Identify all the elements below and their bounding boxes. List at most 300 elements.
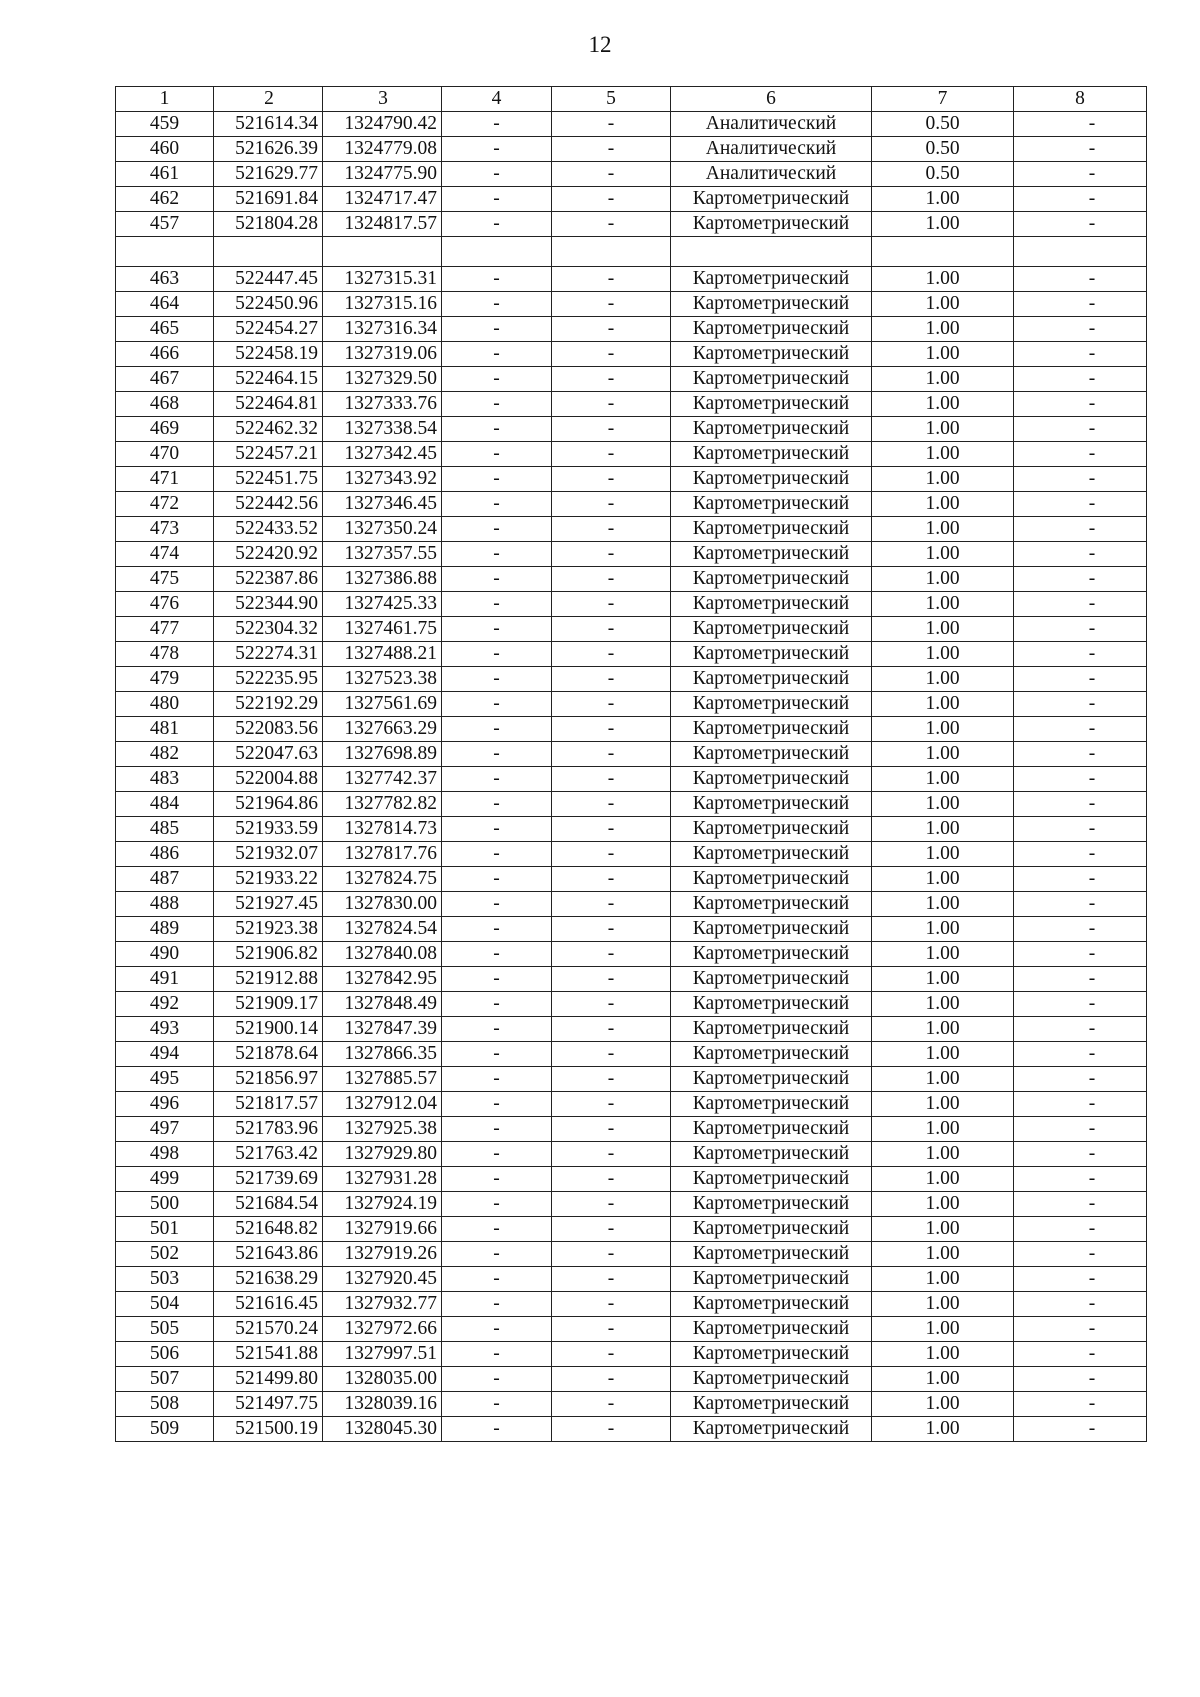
table-cell: 521933.22 xyxy=(214,867,323,892)
table-cell: 1.00 xyxy=(872,942,1014,967)
table-cell: - xyxy=(1014,967,1147,992)
table-cell: - xyxy=(1014,567,1147,592)
table-cell: - xyxy=(552,1417,671,1442)
table-cell: - xyxy=(552,867,671,892)
table-cell: 1.00 xyxy=(872,442,1014,467)
table-cell: 479 xyxy=(116,667,214,692)
table-cell: 472 xyxy=(116,492,214,517)
table-cell: Картометрический xyxy=(671,617,872,642)
table-cell: 521906.82 xyxy=(214,942,323,967)
table-cell: - xyxy=(1014,492,1147,517)
table-cell: 485 xyxy=(116,817,214,842)
table-cell: - xyxy=(442,1092,552,1117)
table-cell: - xyxy=(552,442,671,467)
table-row xyxy=(116,1167,1147,1192)
table-cell: 484 xyxy=(116,792,214,817)
table-cell: Картометрический xyxy=(671,1417,872,1442)
table-cell: - xyxy=(442,1267,552,1292)
table-cell: - xyxy=(552,767,671,792)
table-cell: 1327848.49 xyxy=(323,992,442,1017)
table-cell: Картометрический xyxy=(671,492,872,517)
table-cell: Картометрический xyxy=(671,842,872,867)
table-cell: 1.00 xyxy=(872,1092,1014,1117)
table-cell: - xyxy=(1014,817,1147,842)
table-row xyxy=(116,112,1147,137)
table-row xyxy=(116,567,1147,592)
table-cell: 1.00 xyxy=(872,717,1014,742)
table-cell: 1.00 xyxy=(872,1367,1014,1392)
table-cell: 1327343.92 xyxy=(323,467,442,492)
table-cell: 493 xyxy=(116,1017,214,1042)
table-cell: 1.00 xyxy=(872,212,1014,237)
table-cell: 1328039.16 xyxy=(323,1392,442,1417)
table-row xyxy=(116,392,1147,417)
table-cell: - xyxy=(442,942,552,967)
table-cell: - xyxy=(552,1217,671,1242)
table-row xyxy=(116,1142,1147,1167)
table-row xyxy=(116,542,1147,567)
table-cell: - xyxy=(442,1317,552,1342)
table-header-row xyxy=(116,87,1147,112)
table-cell: 1327350.24 xyxy=(323,517,442,542)
table-cell: - xyxy=(1014,1142,1147,1167)
table-cell: - xyxy=(442,517,552,542)
table-cell: 1327824.75 xyxy=(323,867,442,892)
table-row xyxy=(116,1342,1147,1367)
table-cell: - xyxy=(442,1142,552,1167)
table-cell: - xyxy=(442,542,552,567)
table-cell: - xyxy=(552,212,671,237)
table-cell: - xyxy=(552,1317,671,1342)
table-cell: - xyxy=(552,592,671,617)
table-cell: 490 xyxy=(116,942,214,967)
table-cell: Картометрический xyxy=(671,817,872,842)
table-body xyxy=(116,87,1147,1442)
table-cell: Картометрический xyxy=(671,542,872,567)
table-cell: 460 xyxy=(116,137,214,162)
table-cell: 1327997.51 xyxy=(323,1342,442,1367)
table-cell: 1.00 xyxy=(872,392,1014,417)
table-cell: 1.00 xyxy=(872,1192,1014,1217)
table-cell: - xyxy=(552,292,671,317)
table-cell: Картометрический xyxy=(671,642,872,667)
table-row xyxy=(116,1092,1147,1117)
table-cell: - xyxy=(552,667,671,692)
table-cell: Картометрический xyxy=(671,1292,872,1317)
table-cell: - xyxy=(552,162,671,187)
table-cell: 495 xyxy=(116,1067,214,1092)
table-cell: 469 xyxy=(116,417,214,442)
table-cell: 468 xyxy=(116,392,214,417)
table-cell: 1.00 xyxy=(872,967,1014,992)
table-row xyxy=(116,992,1147,1017)
table-cell: - xyxy=(1014,137,1147,162)
table-cell: Картометрический xyxy=(671,442,872,467)
table-cell: - xyxy=(552,617,671,642)
table-cell: 1.00 xyxy=(872,992,1014,1017)
table-row xyxy=(116,742,1147,767)
table-cell: 1327742.37 xyxy=(323,767,442,792)
table-row xyxy=(116,817,1147,842)
table-cell: 522451.75 xyxy=(214,467,323,492)
table-cell: 1327523.38 xyxy=(323,667,442,692)
table-cell: 500 xyxy=(116,1192,214,1217)
header-cell: 6 xyxy=(671,87,872,112)
table-row xyxy=(116,1292,1147,1317)
table-cell: - xyxy=(552,467,671,492)
table-cell: - xyxy=(442,162,552,187)
table-cell: 1.00 xyxy=(872,1042,1014,1067)
table-cell: - xyxy=(1014,1392,1147,1417)
table-cell: - xyxy=(442,292,552,317)
table-cell xyxy=(214,237,323,267)
table-cell: 1.00 xyxy=(872,467,1014,492)
table-cell: - xyxy=(552,1342,671,1367)
table-cell: 1.00 xyxy=(872,1142,1014,1167)
table-cell: Картометрический xyxy=(671,1042,872,1067)
table-cell: - xyxy=(442,1192,552,1217)
table-cell: 1327333.76 xyxy=(323,392,442,417)
table-cell: 1.00 xyxy=(872,187,1014,212)
table-cell: 1327919.26 xyxy=(323,1242,442,1267)
table-cell: - xyxy=(442,1367,552,1392)
table-cell: 1327386.88 xyxy=(323,567,442,592)
table-row xyxy=(116,667,1147,692)
table-cell: 522447.45 xyxy=(214,267,323,292)
table-cell: 475 xyxy=(116,567,214,592)
table-cell: 521614.34 xyxy=(214,112,323,137)
table-cell: Картометрический xyxy=(671,292,872,317)
table-cell: - xyxy=(1014,1042,1147,1067)
table-cell: - xyxy=(552,1067,671,1092)
table-cell: 488 xyxy=(116,892,214,917)
table-row xyxy=(116,842,1147,867)
table-cell: - xyxy=(442,742,552,767)
table-cell: - xyxy=(442,917,552,942)
table-cell: - xyxy=(1014,112,1147,137)
table-cell: 1.00 xyxy=(872,642,1014,667)
table-cell: - xyxy=(552,112,671,137)
table-row xyxy=(116,942,1147,967)
table-cell: 522387.86 xyxy=(214,567,323,592)
table-cell: 521817.57 xyxy=(214,1092,323,1117)
table-cell: 1.00 xyxy=(872,867,1014,892)
table-cell xyxy=(116,237,214,267)
table-cell: 1328035.00 xyxy=(323,1367,442,1392)
table-gap-row xyxy=(116,237,1147,267)
table-cell: - xyxy=(442,867,552,892)
table-cell: Картометрический xyxy=(671,1167,872,1192)
table-cell: 1324717.47 xyxy=(323,187,442,212)
table-row xyxy=(116,1267,1147,1292)
table-cell: 506 xyxy=(116,1342,214,1367)
table-cell: - xyxy=(552,717,671,742)
table-cell: 1327425.33 xyxy=(323,592,442,617)
table-cell: 1.00 xyxy=(872,342,1014,367)
table-cell: 1327817.76 xyxy=(323,842,442,867)
table-cell: - xyxy=(552,842,671,867)
table-cell xyxy=(1014,237,1147,267)
table-cell: - xyxy=(442,667,552,692)
table-cell: Картометрический xyxy=(671,917,872,942)
table-row xyxy=(116,517,1147,542)
table-cell: - xyxy=(552,1242,671,1267)
table-cell: 473 xyxy=(116,517,214,542)
table-cell: Картометрический xyxy=(671,1142,872,1167)
table-cell: - xyxy=(1014,717,1147,742)
table-row xyxy=(116,367,1147,392)
table-cell: - xyxy=(442,567,552,592)
table-row xyxy=(116,1192,1147,1217)
table-cell: Картометрический xyxy=(671,892,872,917)
table-cell: - xyxy=(552,1017,671,1042)
table-cell: - xyxy=(442,1117,552,1142)
table-cell: 522083.56 xyxy=(214,717,323,742)
table-cell: - xyxy=(552,1367,671,1392)
table-cell: 521856.97 xyxy=(214,1067,323,1092)
table-cell: 522454.27 xyxy=(214,317,323,342)
table-cell: 1327782.82 xyxy=(323,792,442,817)
table-cell: 521804.28 xyxy=(214,212,323,237)
table-cell: 1.00 xyxy=(872,542,1014,567)
table-row xyxy=(116,892,1147,917)
table-cell: 1324817.57 xyxy=(323,212,442,237)
table-cell: - xyxy=(1014,1367,1147,1392)
table-row xyxy=(116,212,1147,237)
table-cell: Картометрический xyxy=(671,517,872,542)
table-row xyxy=(116,1367,1147,1392)
table-cell: 1327931.28 xyxy=(323,1167,442,1192)
page-number: 12 xyxy=(588,32,612,57)
table-cell: - xyxy=(552,1042,671,1067)
table-cell: - xyxy=(1014,542,1147,567)
table-cell xyxy=(323,237,442,267)
table-cell: 521909.17 xyxy=(214,992,323,1017)
table-cell: - xyxy=(1014,1067,1147,1092)
table-cell: Картометрический xyxy=(671,992,872,1017)
table-cell: - xyxy=(442,212,552,237)
table-cell: - xyxy=(552,567,671,592)
table-cell: 521912.88 xyxy=(214,967,323,992)
table-cell: 1.00 xyxy=(872,567,1014,592)
table-cell: 522304.32 xyxy=(214,617,323,642)
table-cell: 461 xyxy=(116,162,214,187)
table-cell: 482 xyxy=(116,742,214,767)
table-cell: - xyxy=(1014,592,1147,617)
table-cell: - xyxy=(1014,1117,1147,1142)
table-cell: Картометрический xyxy=(671,1192,872,1217)
table-cell: Картометрический xyxy=(671,567,872,592)
table-cell: 1327924.19 xyxy=(323,1192,442,1217)
table-cell: - xyxy=(442,367,552,392)
table-cell: - xyxy=(552,367,671,392)
table-cell: - xyxy=(552,1392,671,1417)
table-cell xyxy=(671,237,872,267)
table-cell: 521964.86 xyxy=(214,792,323,817)
table-cell: 1.00 xyxy=(872,1217,1014,1242)
table-cell: - xyxy=(552,967,671,992)
table-cell: 521763.42 xyxy=(214,1142,323,1167)
table-cell: Картометрический xyxy=(671,367,872,392)
table-cell: - xyxy=(1014,162,1147,187)
table-cell: - xyxy=(1014,517,1147,542)
table-cell: - xyxy=(552,917,671,942)
table-cell: - xyxy=(552,267,671,292)
table-cell: Картометрический xyxy=(671,867,872,892)
table-cell: - xyxy=(552,1192,671,1217)
table-cell: Картометрический xyxy=(671,1092,872,1117)
table-cell: - xyxy=(1014,267,1147,292)
table-cell: - xyxy=(1014,1292,1147,1317)
table-cell: Картометрический xyxy=(671,1117,872,1142)
table-cell: 507 xyxy=(116,1367,214,1392)
table-cell: - xyxy=(552,742,671,767)
table-cell: - xyxy=(442,767,552,792)
table-row xyxy=(116,187,1147,212)
table-cell: - xyxy=(442,1042,552,1067)
table-row xyxy=(116,917,1147,942)
table-cell: - xyxy=(1014,1092,1147,1117)
table-cell: 0.50 xyxy=(872,137,1014,162)
table-cell: - xyxy=(1014,1017,1147,1042)
table-cell: - xyxy=(552,342,671,367)
table-cell: 1327919.66 xyxy=(323,1217,442,1242)
table-cell: - xyxy=(552,517,671,542)
table-row xyxy=(116,1017,1147,1042)
table-cell: 1.00 xyxy=(872,917,1014,942)
table-row xyxy=(116,492,1147,517)
table-cell: - xyxy=(442,1017,552,1042)
table-cell: - xyxy=(552,642,671,667)
header-cell: 8 xyxy=(1014,87,1147,112)
table-cell: - xyxy=(1014,792,1147,817)
table-cell: - xyxy=(552,137,671,162)
table-row xyxy=(116,1217,1147,1242)
table-cell: 1.00 xyxy=(872,842,1014,867)
table-cell: 487 xyxy=(116,867,214,892)
header-cell: 1 xyxy=(116,87,214,112)
table-cell: 0.50 xyxy=(872,162,1014,187)
table-cell: - xyxy=(442,1342,552,1367)
table-row xyxy=(116,292,1147,317)
table-cell: 464 xyxy=(116,292,214,317)
table-cell: 521497.75 xyxy=(214,1392,323,1417)
table-cell: 467 xyxy=(116,367,214,392)
table-cell: 503 xyxy=(116,1267,214,1292)
table-row xyxy=(116,642,1147,667)
table-cell: Картометрический xyxy=(671,1392,872,1417)
table-cell: Картометрический xyxy=(671,967,872,992)
table-cell: - xyxy=(1014,692,1147,717)
table-cell: Картометрический xyxy=(671,1017,872,1042)
table-cell: - xyxy=(1014,942,1147,967)
table-cell: 1327561.69 xyxy=(323,692,442,717)
table-cell: 1328045.30 xyxy=(323,1417,442,1442)
table-cell: 521629.77 xyxy=(214,162,323,187)
header-cell: 3 xyxy=(323,87,442,112)
header-cell: 4 xyxy=(442,87,552,112)
table-cell: - xyxy=(442,137,552,162)
table-cell: Картометрический xyxy=(671,692,872,717)
table-cell: 1327824.54 xyxy=(323,917,442,942)
table-cell: 1327338.54 xyxy=(323,417,442,442)
table-cell: - xyxy=(442,112,552,137)
table-cell: - xyxy=(1014,867,1147,892)
table-cell: 483 xyxy=(116,767,214,792)
table-cell: 1.00 xyxy=(872,1417,1014,1442)
table-cell: 522047.63 xyxy=(214,742,323,767)
table-cell: 499 xyxy=(116,1167,214,1192)
table-cell: 1327315.31 xyxy=(323,267,442,292)
table-cell: 1327830.00 xyxy=(323,892,442,917)
table-cell: 496 xyxy=(116,1092,214,1117)
table-cell: 1.00 xyxy=(872,1117,1014,1142)
table-cell: 522433.52 xyxy=(214,517,323,542)
table-cell: - xyxy=(442,467,552,492)
table-cell: - xyxy=(552,692,671,717)
table-row xyxy=(116,137,1147,162)
table-cell: 521691.84 xyxy=(214,187,323,212)
table-cell: 522442.56 xyxy=(214,492,323,517)
table-cell xyxy=(442,237,552,267)
table-cell: 522192.29 xyxy=(214,692,323,717)
table-cell: 478 xyxy=(116,642,214,667)
table-cell: - xyxy=(1014,617,1147,642)
table-cell: - xyxy=(1014,642,1147,667)
table-cell: 521932.07 xyxy=(214,842,323,867)
table-cell: - xyxy=(442,592,552,617)
table-cell: - xyxy=(1014,1242,1147,1267)
table-cell: Картометрический xyxy=(671,1217,872,1242)
table-cell: - xyxy=(552,542,671,567)
coordinates-table xyxy=(115,86,1147,1442)
table-cell: 1.00 xyxy=(872,817,1014,842)
table-cell: 1.00 xyxy=(872,1342,1014,1367)
table-row xyxy=(116,317,1147,342)
table-cell: 521638.29 xyxy=(214,1267,323,1292)
table-cell: 1.00 xyxy=(872,1017,1014,1042)
table-cell: Картометрический xyxy=(671,792,872,817)
table-row xyxy=(116,717,1147,742)
table-cell: 1327488.21 xyxy=(323,642,442,667)
table-cell: 521626.39 xyxy=(214,137,323,162)
table-cell: - xyxy=(442,317,552,342)
table-cell: 1327357.55 xyxy=(323,542,442,567)
table-cell: 521570.24 xyxy=(214,1317,323,1342)
table-cell: 1.00 xyxy=(872,1167,1014,1192)
table-cell: 462 xyxy=(116,187,214,212)
table-cell: 497 xyxy=(116,1117,214,1142)
table-cell: - xyxy=(1014,187,1147,212)
table-cell: 1327316.34 xyxy=(323,317,442,342)
table-row xyxy=(116,617,1147,642)
table-cell: 522344.90 xyxy=(214,592,323,617)
table-cell: - xyxy=(552,992,671,1017)
table-cell: Картометрический xyxy=(671,942,872,967)
table-row xyxy=(116,867,1147,892)
table-cell: 521923.38 xyxy=(214,917,323,942)
table-cell: 501 xyxy=(116,1217,214,1242)
table-cell: Картометрический xyxy=(671,717,872,742)
table-cell: - xyxy=(1014,767,1147,792)
table-cell: - xyxy=(442,392,552,417)
table-row xyxy=(116,592,1147,617)
table-cell: - xyxy=(442,992,552,1017)
table-cell: 522274.31 xyxy=(214,642,323,667)
table-cell: Картометрический xyxy=(671,1342,872,1367)
table-cell: 1.00 xyxy=(872,617,1014,642)
table-cell: - xyxy=(1014,1167,1147,1192)
